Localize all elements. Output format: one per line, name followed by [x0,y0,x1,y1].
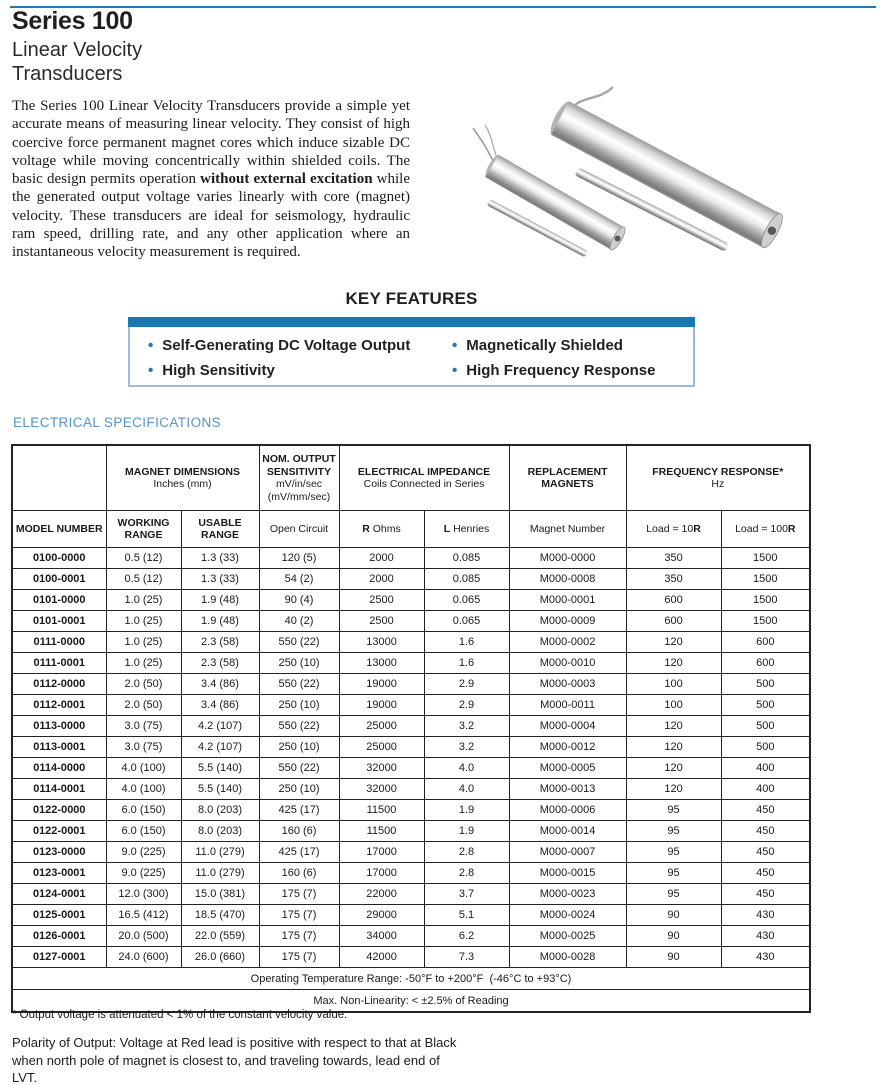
intro-bold-text: without external excitation [200,171,373,188]
table-cell: M000-0004 [509,716,626,737]
table-cell: 100 [626,674,721,695]
table-cell: M000-0009 [509,611,626,632]
table-row [12,674,810,695]
table-cell: 250 (10) [259,695,339,716]
spec-table-group-header: ELECTRICAL IMPEDANCE Coils Connected in Series [339,445,509,511]
table-cell: 0100-0001 [12,569,106,590]
table-cell: 26.0 (660) [181,947,259,968]
spec-table-subheader: USABLE RANGE [181,511,259,548]
table-cell: 350 [626,548,721,569]
table-row [12,842,810,863]
key-features-right-column [452,333,655,383]
table-cell: 1.0 (25) [106,653,181,674]
table-cell: 550 (22) [259,674,339,695]
table-footer-row [12,968,810,990]
table-cell: M000-0023 [509,884,626,905]
spec-table-subheader: MODEL NUMBER [12,511,106,548]
table-cell: 1.9 [424,800,509,821]
table-row [12,863,810,884]
feature-label: High Sensitivity [162,362,275,379]
spec-table-group-header [12,445,106,511]
table-cell: 29000 [339,905,424,926]
feature-item [452,333,655,358]
table-cell: 160 (6) [259,863,339,884]
table-cell: 13000 [339,632,424,653]
table-cell: 95 [626,863,721,884]
bullet-icon: • [452,337,458,354]
table-cell: 0127-0001 [12,947,106,968]
table-cell: 8.0 (203) [181,800,259,821]
table-cell: 90 [626,926,721,947]
table-row [12,947,810,968]
table-row [12,611,810,632]
table-cell: M000-0024 [509,905,626,926]
table-cell: M000-0011 [509,695,626,716]
intro-text-cont: while the generated output voltage varies linearly with core (magnet) velocity. These transducers are ideal for seismology, hydraulic ram speed, drilling rate, and any other application where an instantaneous velocity measurement is required. [12,171,411,261]
table-cell: 550 (22) [259,758,339,779]
table-cell: 350 [626,569,721,590]
table-cell: 120 [626,779,721,800]
table-cell: 32000 [339,779,424,800]
table-cell: M000-0006 [509,800,626,821]
table-row [12,590,810,611]
table-cell: 25000 [339,716,424,737]
table-cell: 0.065 [424,611,509,632]
table-cell: 95 [626,884,721,905]
table-cell: 0112-0001 [12,695,106,716]
table-cell: M000-0003 [509,674,626,695]
table-cell: 450 [721,884,810,905]
table-cell: 40 (2) [259,611,339,632]
table-cell: 600 [626,590,721,611]
table-cell: 3.0 (75) [106,737,181,758]
feature-item [148,333,410,358]
table-cell: M000-0015 [509,863,626,884]
table-cell: 20.0 (500) [106,926,181,947]
spec-table-subheader: Load = 10R [626,511,721,548]
table-cell: 90 [626,947,721,968]
table-cell: 2.0 (50) [106,695,181,716]
spec-table-subheader: WORKING RANGE [106,511,181,548]
table-cell: 100 [626,695,721,716]
table-cell: M000-0008 [509,569,626,590]
table-cell: 24.0 (600) [106,947,181,968]
table-cell: 19000 [339,695,424,716]
page-title: Series 100 [12,7,133,35]
table-cell: 17000 [339,842,424,863]
table-cell: 11500 [339,800,424,821]
table-cell: 0114-0000 [12,758,106,779]
table-cell: 2.0 (50) [106,674,181,695]
key-features-heading: KEY FEATURES [345,289,478,308]
table-row [12,653,810,674]
table-cell: 3.4 (86) [181,695,259,716]
table-cell: M000-0007 [509,842,626,863]
key-features-top-bar [128,317,695,327]
table-cell: 2.8 [424,863,509,884]
table-cell: 7.3 [424,947,509,968]
table-cell: M000-0028 [509,947,626,968]
table-cell: 450 [721,800,810,821]
table-cell: 0111-0000 [12,632,106,653]
table-cell: 0101-0001 [12,611,106,632]
table-cell: 600 [721,653,810,674]
table-cell: 1.3 (33) [181,548,259,569]
spec-table-subheader: Open Circuit [259,511,339,548]
table-cell: 34000 [339,926,424,947]
table-cell: 25000 [339,737,424,758]
table-cell: 250 (10) [259,737,339,758]
table-cell: 550 (22) [259,632,339,653]
table-cell: 8.0 (203) [181,821,259,842]
spec-table-group-header: NOM. OUTPUT SENSITIVITY mV/in/sec (mV/mm/sec) [259,445,339,511]
top-rule [10,6,876,8]
subtitle-line-1: Linear Velocity [12,39,143,61]
table-cell: 1.0 (25) [106,632,181,653]
key-features-left-column [148,333,410,383]
table-cell: 11500 [339,821,424,842]
table-cell: 5.1 [424,905,509,926]
table-cell: 2.3 (58) [181,653,259,674]
table-cell: 22.0 (559) [181,926,259,947]
table-cell: 0123-0000 [12,842,106,863]
table-cell: 0123-0001 [12,863,106,884]
table-cell: 6.0 (150) [106,821,181,842]
table-cell: 32000 [339,758,424,779]
table-cell: 500 [721,695,810,716]
table-cell: M000-0013 [509,779,626,800]
table-cell: 0122-0001 [12,821,106,842]
table-cell: 0112-0000 [12,674,106,695]
table-cell: 3.0 (75) [106,716,181,737]
table-cell: 0114-0001 [12,779,106,800]
table-cell: 120 [626,737,721,758]
table-cell: 9.0 (225) [106,863,181,884]
product-photo [440,83,880,295]
table-cell: 5.5 (140) [181,779,259,800]
feature-label: Magnetically Shielded [466,337,623,354]
table-cell: 95 [626,821,721,842]
table-cell: 1.9 [424,821,509,842]
spec-table-group-header: FREQUENCY RESPONSE* Hz [626,445,810,511]
table-cell: 0126-0001 [12,926,106,947]
table-cell: 4.0 [424,758,509,779]
table-cell: M000-0001 [509,590,626,611]
table-row [12,716,810,737]
lead-wire [473,128,494,163]
table-row [12,548,810,569]
table-cell: M000-0000 [509,548,626,569]
table-cell: 42000 [339,947,424,968]
table-cell: 0100-0000 [12,548,106,569]
table-cell: 18.5 (470) [181,905,259,926]
table-cell: 120 [626,758,721,779]
table-cell: 54 (2) [259,569,339,590]
table-cell: 175 (7) [259,884,339,905]
table-cell: 0.5 (12) [106,569,181,590]
subtitle-line-2: Transducers [12,63,123,85]
table-cell: 0113-0000 [12,716,106,737]
table-cell: 450 [721,842,810,863]
table-cell: M000-0012 [509,737,626,758]
table-cell: 0.5 (12) [106,548,181,569]
feature-label: Self-Generating DC Voltage Output [162,337,411,354]
table-cell: 19000 [339,674,424,695]
table-cell: 0122-0000 [12,800,106,821]
table-cell: 1.9 (48) [181,611,259,632]
page-subtitle [12,38,142,86]
table-cell: 13000 [339,653,424,674]
table-cell: 0101-0000 [12,590,106,611]
table-row [12,569,810,590]
table-row [12,758,810,779]
table-cell: 4.0 [424,779,509,800]
bullet-icon: • [452,362,458,379]
intro-paragraph [12,97,410,262]
intro-text: The Series 100 Linear Velocity Transducers provide a simple yet accurate means of measuring linear velocity. They consist of high coercive force permanent magnet cores which induce sizable DC voltage while moving concentrically within shielded coils. The basic design permits operation [12,98,410,188]
table-cell: 4.2 (107) [181,716,259,737]
table-cell: 175 (7) [259,947,339,968]
table-row [12,779,810,800]
feature-item [148,358,410,383]
table-cell: 4.2 (107) [181,737,259,758]
table-cell: 425 (17) [259,842,339,863]
table-cell: 11.0 (279) [181,863,259,884]
table-cell: 550 (22) [259,716,339,737]
table-cell: 2.9 [424,674,509,695]
table-row [12,926,810,947]
electrical-specifications-table [11,444,811,1013]
feature-label: High Frequency Response [466,362,656,379]
table-cell: M000-0005 [509,758,626,779]
table-cell: 250 (10) [259,779,339,800]
table-cell: 3.2 [424,716,509,737]
table-cell: 2.3 (58) [181,632,259,653]
table-cell: 175 (7) [259,905,339,926]
table-cell: 160 (6) [259,821,339,842]
table-cell: 1.6 [424,653,509,674]
table-cell: M000-0025 [509,926,626,947]
table-cell: 4.0 (100) [106,779,181,800]
table-cell: 12.0 (300) [106,884,181,905]
footnote: * Output voltage is attenuated < 1% of the constant velocity value. [12,1009,348,1021]
table-cell: 1.0 (25) [106,590,181,611]
table-cell: 1500 [721,611,810,632]
table-cell: 3.4 (86) [181,674,259,695]
table-cell: 2.9 [424,695,509,716]
table-cell: 5.5 (140) [181,758,259,779]
table-cell: 3.7 [424,884,509,905]
table-cell: 4.0 (100) [106,758,181,779]
table-cell: 425 (17) [259,800,339,821]
table-cell: M000-0002 [509,632,626,653]
table-cell: 1.3 (33) [181,569,259,590]
table-cell: 1500 [721,548,810,569]
table-cell: 6.2 [424,926,509,947]
spec-table-group-header: MAGNET DIMENSIONS Inches (mm) [106,445,259,511]
feature-item [452,358,655,383]
table-cell: 120 [626,716,721,737]
bullet-icon: • [148,362,154,379]
table-cell: 0.085 [424,548,509,569]
table-cell: 600 [721,632,810,653]
table-cell: 17000 [339,863,424,884]
table-cell: 0111-0001 [12,653,106,674]
table-cell: 3.2 [424,737,509,758]
table-row [12,905,810,926]
table-cell: 120 [626,653,721,674]
table-cell: 430 [721,926,810,947]
table-cell: 0.085 [424,569,509,590]
table-cell: 500 [721,674,810,695]
table-cell: 500 [721,737,810,758]
table-cell: M000-0010 [509,653,626,674]
table-cell: 95 [626,842,721,863]
spec-table-foot [12,968,810,1013]
table-cell: 600 [626,611,721,632]
spec-table-subheader: Load = 100R [721,511,810,548]
table-cell: 500 [721,716,810,737]
table-cell: 1.6 [424,632,509,653]
table-cell: 120 [626,632,721,653]
table-cell: 430 [721,905,810,926]
table-cell: 450 [721,863,810,884]
table-cell: 450 [721,821,810,842]
table-cell: 11.0 (279) [181,842,259,863]
table-cell: 400 [721,758,810,779]
table-cell: 90 [626,905,721,926]
table-cell: 2500 [339,611,424,632]
lead-wire [485,125,498,161]
table-cell: 95 [626,800,721,821]
table-cell: 120 (5) [259,548,339,569]
spec-table-group-header: REPLACEMENT MAGNETS [509,445,626,511]
table-cell: 22000 [339,884,424,905]
table-cell: 2500 [339,590,424,611]
table-row [12,737,810,758]
spec-table-subheader: R Ohms [339,511,424,548]
table-cell: 430 [721,947,810,968]
table-cell: 1.0 (25) [106,611,181,632]
table-footer-cell: Operating Temperature Range: -50°F to +200°F (-46°C to +93°C) [12,968,810,990]
spec-table-head [12,445,810,548]
spec-table-subheader: Magnet Number [509,511,626,548]
table-row [12,884,810,905]
bullet-icon: • [148,337,154,354]
table-cell: 16.5 (412) [106,905,181,926]
key-features-box [128,327,695,387]
polarity-note: Polarity of Output: Voltage at Red lead is positive with respect to that at Black when north pole of magnet is closest to, and traveling towards, lead end of LVT. [12,1035,457,1085]
spec-table-body [12,548,810,968]
table-cell: 0.065 [424,590,509,611]
table-cell: 9.0 (225) [106,842,181,863]
table-cell: M000-0014 [509,821,626,842]
electrical-specifications-heading: ELECTRICAL SPECIFICATIONS [13,415,222,430]
table-cell: 175 (7) [259,926,339,947]
table-cell: 400 [721,779,810,800]
table-cell: 1500 [721,590,810,611]
table-row [12,695,810,716]
table-cell: 0113-0001 [12,737,106,758]
table-row [12,632,810,653]
table-cell: 0125-0001 [12,905,106,926]
table-cell: 1500 [721,569,810,590]
table-cell: 250 (10) [259,653,339,674]
table-row [12,821,810,842]
table-row [12,800,810,821]
table-cell: 0124-0001 [12,884,106,905]
table-footer-cell: Max. Non-Linearity: < ±2.5% of Reading [12,990,810,1013]
table-cell: 6.0 (150) [106,800,181,821]
table-cell: 90 (4) [259,590,339,611]
spec-table-subheader: L Henries [424,511,509,548]
table-cell: 2.8 [424,842,509,863]
table-cell: 1.9 (48) [181,590,259,611]
table-cell: 2000 [339,548,424,569]
table-cell: 15.0 (381) [181,884,259,905]
table-cell: 2000 [339,569,424,590]
